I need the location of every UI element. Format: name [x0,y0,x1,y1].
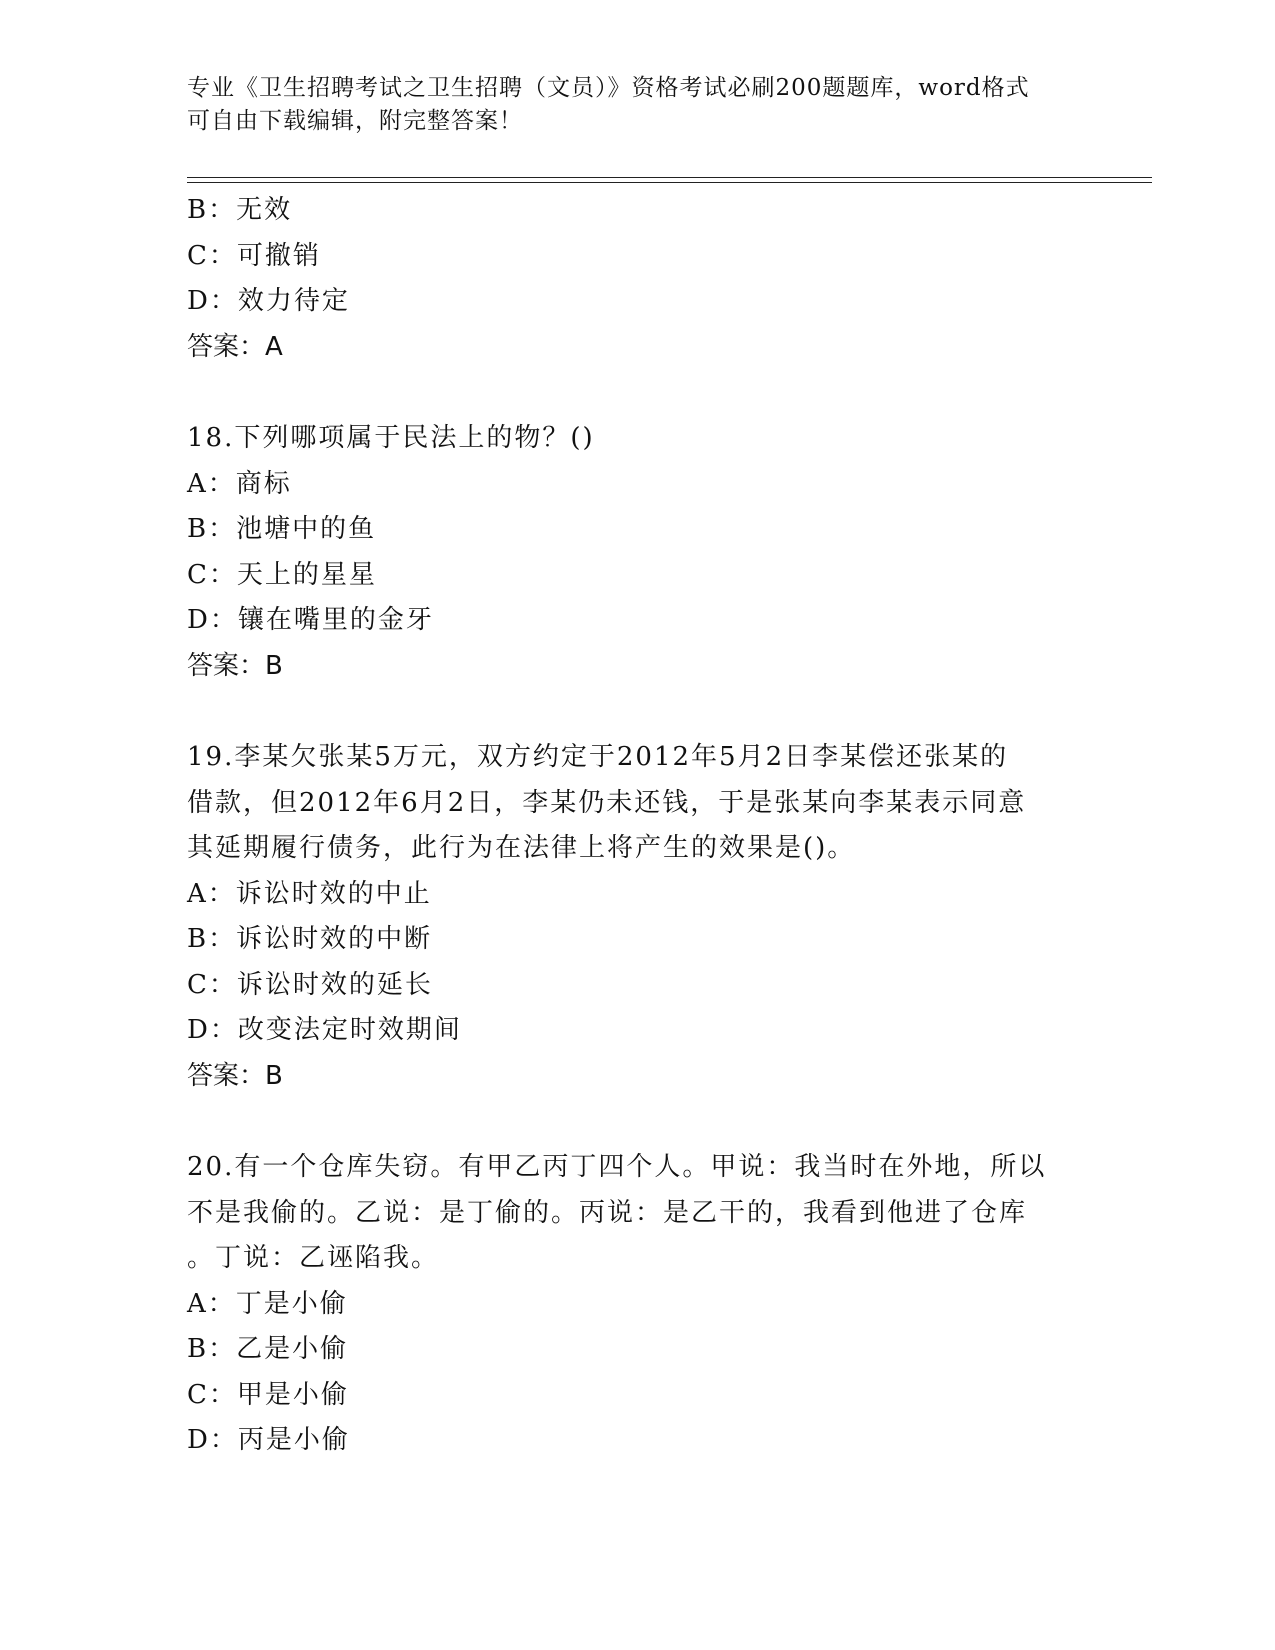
option-b: B：池塘中的鱼 [187,514,377,544]
question-stem-line: 其延期履行债务，此行为在法律上将产生的效果是()。 [187,833,856,863]
question-18 [187,416,1087,689]
header-divider-top [187,177,1152,178]
question-stem-line: 20.有一个仓库失窃。有甲乙丙丁四个人。甲说：我当时在外地，所以 [187,1152,1047,1182]
question-spacer [187,689,1087,735]
question-spacer [187,1099,1087,1145]
document-header [187,72,1087,138]
option-b: B：无效 [187,195,293,225]
question-stem: 18.下列哪项属于民法上的物？() [187,423,595,453]
question-spacer [187,370,1087,416]
option-d: D：改变法定时效期间 [187,1015,462,1045]
answer-line: 答案：A [187,331,283,362]
header-line-1: 专业《卫生招聘考试之卫生招聘（文员）》资格考试必刷200题题库，word格式 [187,75,1030,101]
answer-line: 答案：B [187,650,283,681]
option-d: D：丙是小偷 [187,1425,350,1455]
option-b: B：乙是小偷 [187,1334,349,1364]
question-17-partial [187,188,1087,370]
option-a: A：商标 [187,468,292,499]
answer-line: 答案：B [187,1060,283,1091]
question-20 [187,1145,1087,1464]
header-line-2: 可自由下载编辑，附完整答案！ [187,108,523,134]
option-a: A：丁是小偷 [187,1288,348,1319]
option-d: D：效力待定 [187,286,350,316]
option-d: D：镶在嘴里的金牙 [187,605,434,635]
question-list [187,188,1087,1464]
option-c: C：甲是小偷 [187,1379,349,1410]
question-stem-line: 。丁说：乙诬陷我。 [187,1243,440,1273]
option-c: C：可撤销 [187,240,321,271]
option-b: B：诉讼时效的中断 [187,924,433,954]
header-divider-bottom [187,182,1152,183]
question-stem-line: 不是我偷的。乙说：是丁偷的。丙说：是乙干的，我看到他进了仓库 [187,1197,1028,1228]
option-c: C：天上的星星 [187,559,377,590]
question-19 [187,735,1087,1099]
option-c: C：诉讼时效的延长 [187,969,433,1000]
question-stem-line: 19.李某欠张某5万元，双方约定于2012年5月2日李某偿还张某的 [187,742,1009,772]
question-stem-line: 借款，但2012年6月2日，李某仍未还钱，于是张某向李某表示同意 [187,787,1027,818]
option-a: A：诉讼时效的中止 [187,878,432,909]
